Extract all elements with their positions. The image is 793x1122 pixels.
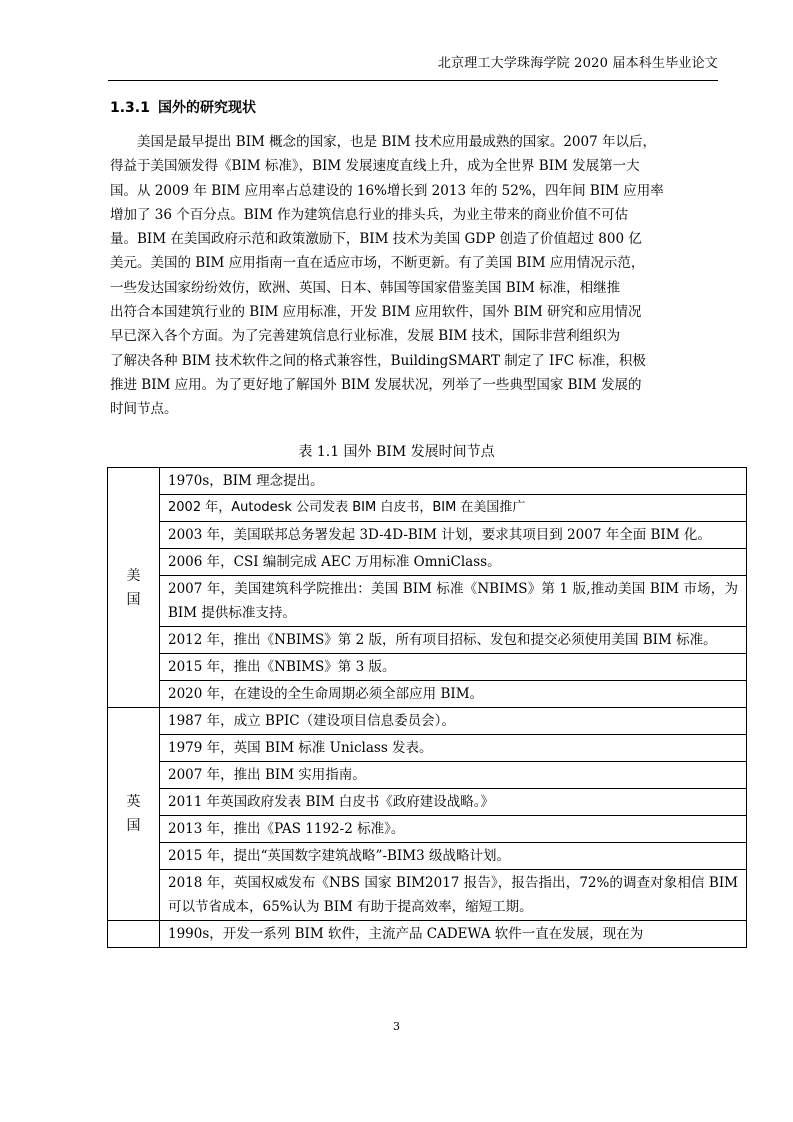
event-cell: 2007 年，美国建筑科学院推出：美国 BIM 标准《NBIMS》第 1 版,推动美国 BIM 市场，为 BIM 提供标准支持。 [160, 576, 747, 627]
paragraph-line: 早已深入各个方面。为了完善建筑信息行业标准，发展 BIM 技术，国际非营利组织为 [110, 328, 621, 345]
table-row [108, 843, 747, 870]
country-label: 国 [126, 591, 141, 608]
body-paragraph [110, 130, 718, 422]
event-cell: 1979 年，英国 BIM 标准 Uniclass 发表。 [160, 735, 747, 762]
paragraph-line: 增加了 36 个百分点。BIM 作为建筑信息行业的排头兵，为业主带来的商业价值不可估 [110, 206, 629, 223]
section-heading [110, 97, 256, 117]
table-row [108, 681, 747, 708]
event-cell: 2003 年，美国联邦总务署发起 3D-4D-BIM 计划，要求其项目到 2007 年全面 BIM 化。 [160, 522, 747, 549]
paragraph-line: 一些发达国家纷纷效仿，欧洲、英国、日本、韩国等国家借鉴美国 BIM 标准，相继推 [110, 279, 621, 296]
event-cell: 2006 年，CSI 编制完成 AEC 万用标准 OmniClass。 [160, 549, 747, 576]
table-row [108, 921, 747, 948]
paragraph-line: 出符合本国建筑行业的 BIM 应用标准，开发 BIM 应用软件，国外 BIM 研究和应用情况 [110, 304, 642, 321]
paragraph-line: 推进 BIM 应用。为了更好地了解国外 BIM 发展状况，列举了一些典型国家 BIM 发展的 [110, 376, 642, 393]
table-row [108, 495, 747, 522]
paragraph-line: 美国是最早提出 BIM 概念的国家，也是 BIM 技术应用最成熟的国家。2007 年以后， [110, 134, 656, 150]
event-cell: 2015 年，提出“英国数字建筑战略”-BIM3 级战略计划。 [160, 843, 747, 870]
country-label: 英 [126, 794, 141, 810]
table-row [108, 762, 747, 789]
header-rule [108, 80, 718, 81]
event-cell: 1987 年，成立 BPIC（建设项目信息委员会）。 [160, 708, 747, 735]
table-caption: 表 1.1 国外 BIM 发展时间节点 [298, 444, 495, 460]
country-cell-empty [108, 921, 160, 948]
table-row [108, 789, 747, 816]
event-cell: 2020 年，在建设的全生命周期必须全部应用 BIM。 [160, 681, 747, 708]
country-label: 国 [126, 818, 141, 834]
table-row [108, 735, 747, 762]
event-cell: 2002 年，Autodesk 公司发表 BIM 白皮书，BIM 在美国推广 [160, 495, 747, 522]
paragraph-line: 得益于美国颁发得《BIM 标准》，BIM 发展速度直线上升，成为全世界 BIM 发展第一大 [110, 158, 640, 175]
event-cell: 1990s，开发一系列 BIM 软件，主流产品 CADEWA 软件一直在发展，现在为 [160, 921, 747, 948]
event-cell: 2007 年，推出 BIM 实用指南。 [160, 762, 747, 789]
event-cell: 2013 年，推出《PAS 1192-2 标准》。 [160, 816, 747, 843]
table-row [108, 816, 747, 843]
section-title-text: 国外的研究现状 [158, 100, 256, 116]
table-row [108, 654, 747, 681]
table-row [108, 549, 747, 576]
paragraph-line: 量。BIM 在美国政府示范和政策激励下，BIM 技术为美国 GDP 创造了价值超过 800 亿 [110, 231, 642, 248]
event-cell: 2011 年英国政府发表 BIM 白皮书《政府建设战略。》 [160, 789, 747, 816]
country-label: 美 [126, 567, 141, 584]
running-header: 北京理工大学珠海学院 2020 届本科生毕业论文 [437, 56, 718, 71]
table-row [108, 870, 747, 921]
paragraph-line: 时间节点。 [110, 401, 178, 418]
country-cell-uk [108, 708, 160, 921]
event-cell: 2018 年，英国权威发布《NBS 国家 BIM2017 报告》，报告指出，72%的调查对象相信 BIM 可以节省成本，65%认为 BIM 有助于提高效率，缩短工期。 [160, 870, 747, 921]
paragraph-line: 了解决各种 BIM 技术软件之间的格式兼容性，BuildingSMART 制定了 IFC 标准，积极 [110, 352, 646, 369]
country-cell-usa [108, 468, 160, 708]
event-cell: 2015 年，推出《NBIMS》第 3 版。 [160, 654, 747, 681]
table-row [108, 468, 747, 495]
paragraph-line: 美元。美国的 BIM 应用指南一直在适应市场，不断更新。有了美国 BIM 应用情况示范， [110, 255, 645, 272]
bim-timeline-table [107, 467, 747, 948]
paragraph-line: 国。从 2009 年 BIM 应用率占总建设的 16%增长到 2013 年的 52%，四年间 BIM 应用率 [110, 182, 664, 199]
table-row [108, 627, 747, 654]
event-cell: 2012 年，推出《NBIMS》第 2 版，所有项目招标、发包和提交必须使用美国 BIM 标准。 [160, 627, 747, 654]
page-number: 3 [393, 1020, 400, 1033]
section-number: 1.3.1 [110, 100, 150, 116]
table-row [108, 708, 747, 735]
table-row [108, 522, 747, 549]
event-cell: 1970s，BIM 理念提出。 [160, 468, 747, 495]
table-row [108, 576, 747, 627]
